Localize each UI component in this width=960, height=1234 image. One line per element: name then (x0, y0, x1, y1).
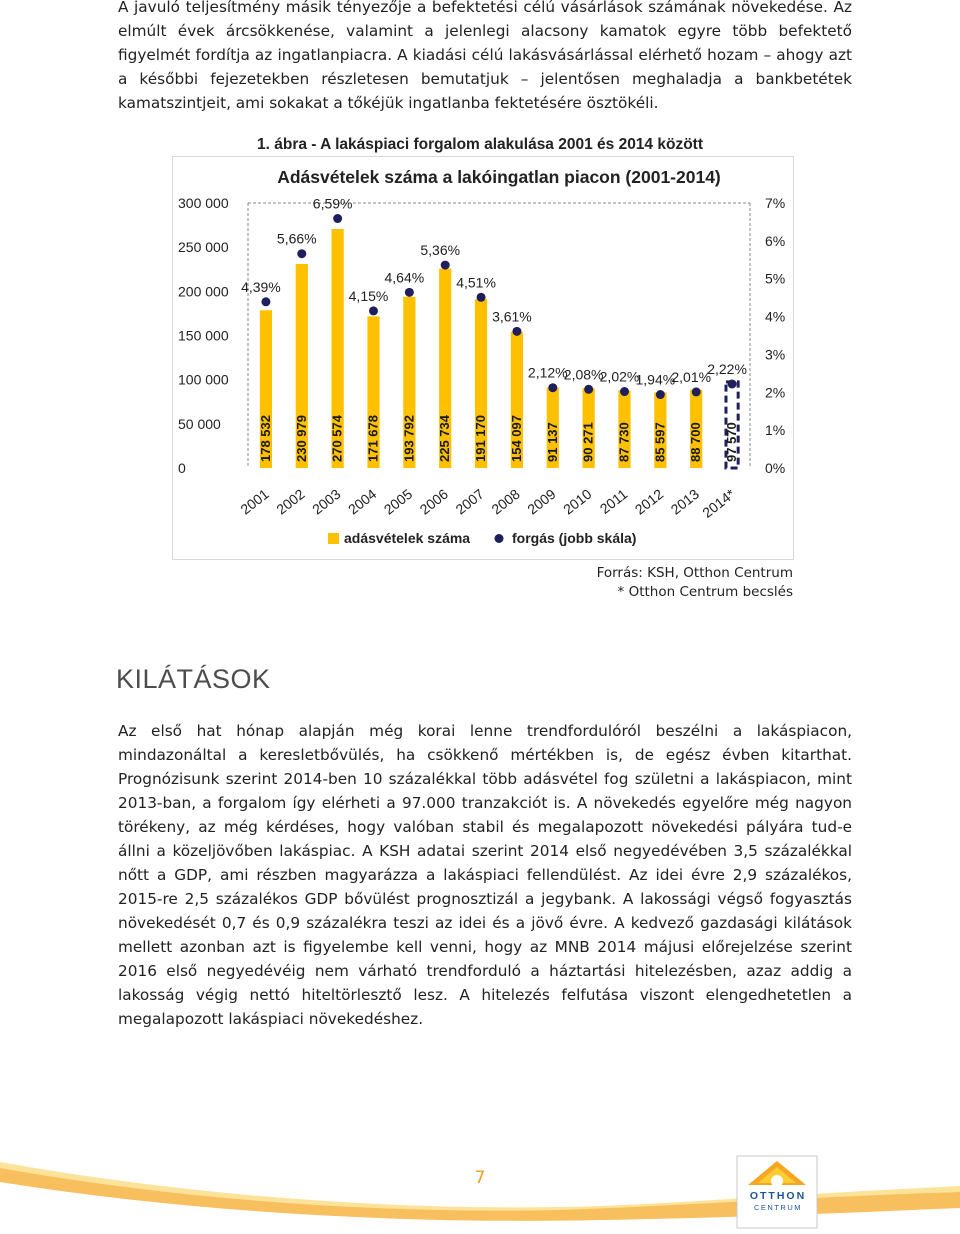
turnover-point (333, 214, 342, 223)
x-tick-label: 2005 (380, 485, 416, 518)
legend-bar-label: adásvételek száma (344, 530, 471, 546)
logo-word-2: CENTRUM (754, 1203, 802, 1212)
estimate-note: * Otthon Centrum becslés (617, 584, 793, 600)
turnover-label: 4,64% (384, 269, 425, 286)
x-tick-label: 2003 (309, 485, 344, 518)
y-right-tick-label: 1% (765, 422, 786, 439)
turnover-point (548, 383, 557, 392)
bar-value-label: 90 271 (580, 422, 596, 462)
legend-point-swatch (495, 534, 504, 543)
turnover-label: 5,36% (420, 242, 461, 259)
bar-value-label: 154 097 (508, 415, 524, 462)
legend-point-label: forgás (jobb skála) (512, 530, 637, 546)
logo-word-1: OTTHON (749, 1190, 807, 1202)
y-right-tick-label: 3% (765, 346, 786, 363)
turnover-label: 4,15% (348, 287, 389, 304)
x-tick-label: 2001 (237, 485, 272, 518)
turnover-label: 2,12% (527, 364, 568, 381)
bar-value-label: 88 700 (688, 422, 704, 462)
turnover-point (477, 293, 486, 302)
y-left-tick-label: 0 (178, 460, 186, 476)
x-tick-label: 2012 (631, 485, 667, 518)
x-tick-label: 2004 (344, 485, 380, 518)
bar-value-label: 191 170 (473, 415, 489, 462)
figure-caption: 1. ábra - A lakáspiaci forgalom alakulása 2001 és 2014 között (257, 136, 703, 153)
x-tick-label: 2008 (488, 485, 523, 518)
turnover-point (369, 306, 378, 315)
turnover-label: 2,01% (671, 368, 712, 385)
turnover-label: 4,39% (241, 278, 281, 295)
x-tick-label: 2007 (452, 485, 487, 518)
bar-value-label: 91 137 (544, 422, 560, 462)
prognosis-paragraph: Az első hat hónap alapján még korai lenne trendfordulóról beszélni a lakáspiacon, mindazonáltal a keresletbővülés, ha csökkenő mértékben is, de egész évben kitarthat. Prognózisunk szerint 2014-ben 10 százalékkal több adásvétel fog születni a lakáspiacon, mint 2013-ban, a forgalom így elérheti a 97.000 tranzakciót is. A növekedés egyelőre még nagyon törékeny, az még kérdéses, hogy valóban stabil és megalapozott növekedési pályára tud-e állni a közeljövőben lakáspiac. A KSH adatai szerint 2014 első negyedévében 3,5 százalékkal nőtt a GDP, ami részben magyarázza a lakáspiaci fellendülést. Az idei évre 2,9 százalékos, 2015-re 2,5 százalékos GDP bővülést prognosztizál a jegybank. A lakossági végső fogyasztás növekedését 0,7 és 0,9 százalékra teszi az idei és a jövő évre. A kedvező gazdasági kilátások mellett azonban azt is figyelembe kell venni, hogy az MNB 2014 májusi előrejelzése szerint 2016 első negyedévéig nem várható trendforduló a háztartási hitelezésben, azaz addig a lakosság végig nettó hiteltörlesztő lesz. A hitelezés felfutása viszont elengedhetetlen a megalapozott lakáspiaci növekedéshez. (118, 722, 852, 1028)
bar-value-label: 87 730 (616, 422, 632, 462)
y-left-tick-label: 200 000 (178, 283, 229, 300)
x-tick-label: 2010 (560, 485, 595, 518)
bar-value-label: 97 570 (724, 422, 740, 462)
turnover-label: 1,94% (635, 371, 676, 388)
y-left-tick-label: 100 000 (178, 371, 229, 388)
x-tick-label: 2014* (699, 485, 738, 521)
intro-paragraph: A javuló teljesítmény másik tényezője a befektetési célú vásárlások számának növekedése. Az elmúlt évek árcsökkenése, valamint a jelenlegi alacsony kamatok egyre több befektető figyelmét fordítja az ingatlanpiacra. A kiadási célú lakásvásárlással elérhető hozam – ahogy azt a későbbi fejezetekben részletesen bemutatjuk – jelentősen meghaladja a bankbetétek kamatszintjeit, ami sokakat a tőkéjük ingatlanba fektetésére ösztökéli. (118, 0, 852, 112)
y-left-tick-label: 250 000 (178, 239, 229, 256)
y-right-tick-label: 6% (765, 232, 786, 249)
chart-title: Adásvételek száma a lakóingatlan piacon (2001-2014) (277, 167, 721, 187)
turnover-point (261, 297, 270, 306)
turnover-label: 3,61% (492, 308, 532, 325)
y-left-tick-label: 300 000 (178, 195, 229, 211)
x-tick-label: 2011 (596, 485, 631, 517)
y-right-tick-label: 2% (765, 384, 786, 401)
turnover-label: 4,51% (456, 274, 496, 291)
bar-value-label: 230 979 (293, 415, 309, 462)
x-tick-label: 2002 (273, 485, 308, 518)
y-right-tick-label: 0% (765, 460, 786, 476)
transactions-chart (172, 156, 794, 560)
turnover-point (728, 379, 737, 388)
logo-sun-icon (771, 1175, 783, 1187)
bar-value-label: 270 574 (329, 415, 345, 462)
y-right-tick-label: 7% (765, 195, 786, 211)
bar-value-label: 171 678 (365, 415, 381, 462)
y-right-tick-label: 5% (765, 270, 786, 287)
turnover-point (584, 385, 593, 394)
turnover-point (512, 327, 521, 336)
bar-value-label: 225 734 (437, 415, 453, 462)
source-note: Forrás: KSH, Otthon Centrum (596, 565, 793, 581)
y-left-tick-label: 50 000 (178, 415, 221, 432)
x-tick-label: 2013 (667, 485, 703, 518)
turnover-label: 2,08% (563, 366, 604, 383)
turnover-point (441, 261, 450, 270)
turnover-label: 2,22% (707, 360, 747, 377)
turnover-point (656, 390, 665, 399)
page-number: 7 (474, 1168, 486, 1188)
legend-bar-swatch (328, 533, 339, 544)
bar-value-label: 85 597 (652, 422, 668, 462)
turnover-point (405, 288, 414, 297)
turnover-point (692, 387, 701, 396)
section-heading: KILÁTÁSOK (116, 664, 271, 694)
y-right-tick-label: 4% (765, 308, 786, 325)
bar-value-label: 193 792 (401, 415, 417, 462)
turnover-label: 2,02% (599, 368, 640, 385)
turnover-point (620, 387, 629, 396)
x-tick-label: 2009 (524, 485, 559, 518)
turnover-point (297, 249, 306, 258)
bar-value-label: 178 532 (257, 415, 273, 462)
y-left-tick-label: 150 000 (178, 327, 229, 344)
x-tick-label: 2006 (416, 485, 452, 518)
turnover-label: 6,59% (312, 195, 353, 212)
turnover-label: 5,66% (276, 230, 317, 247)
